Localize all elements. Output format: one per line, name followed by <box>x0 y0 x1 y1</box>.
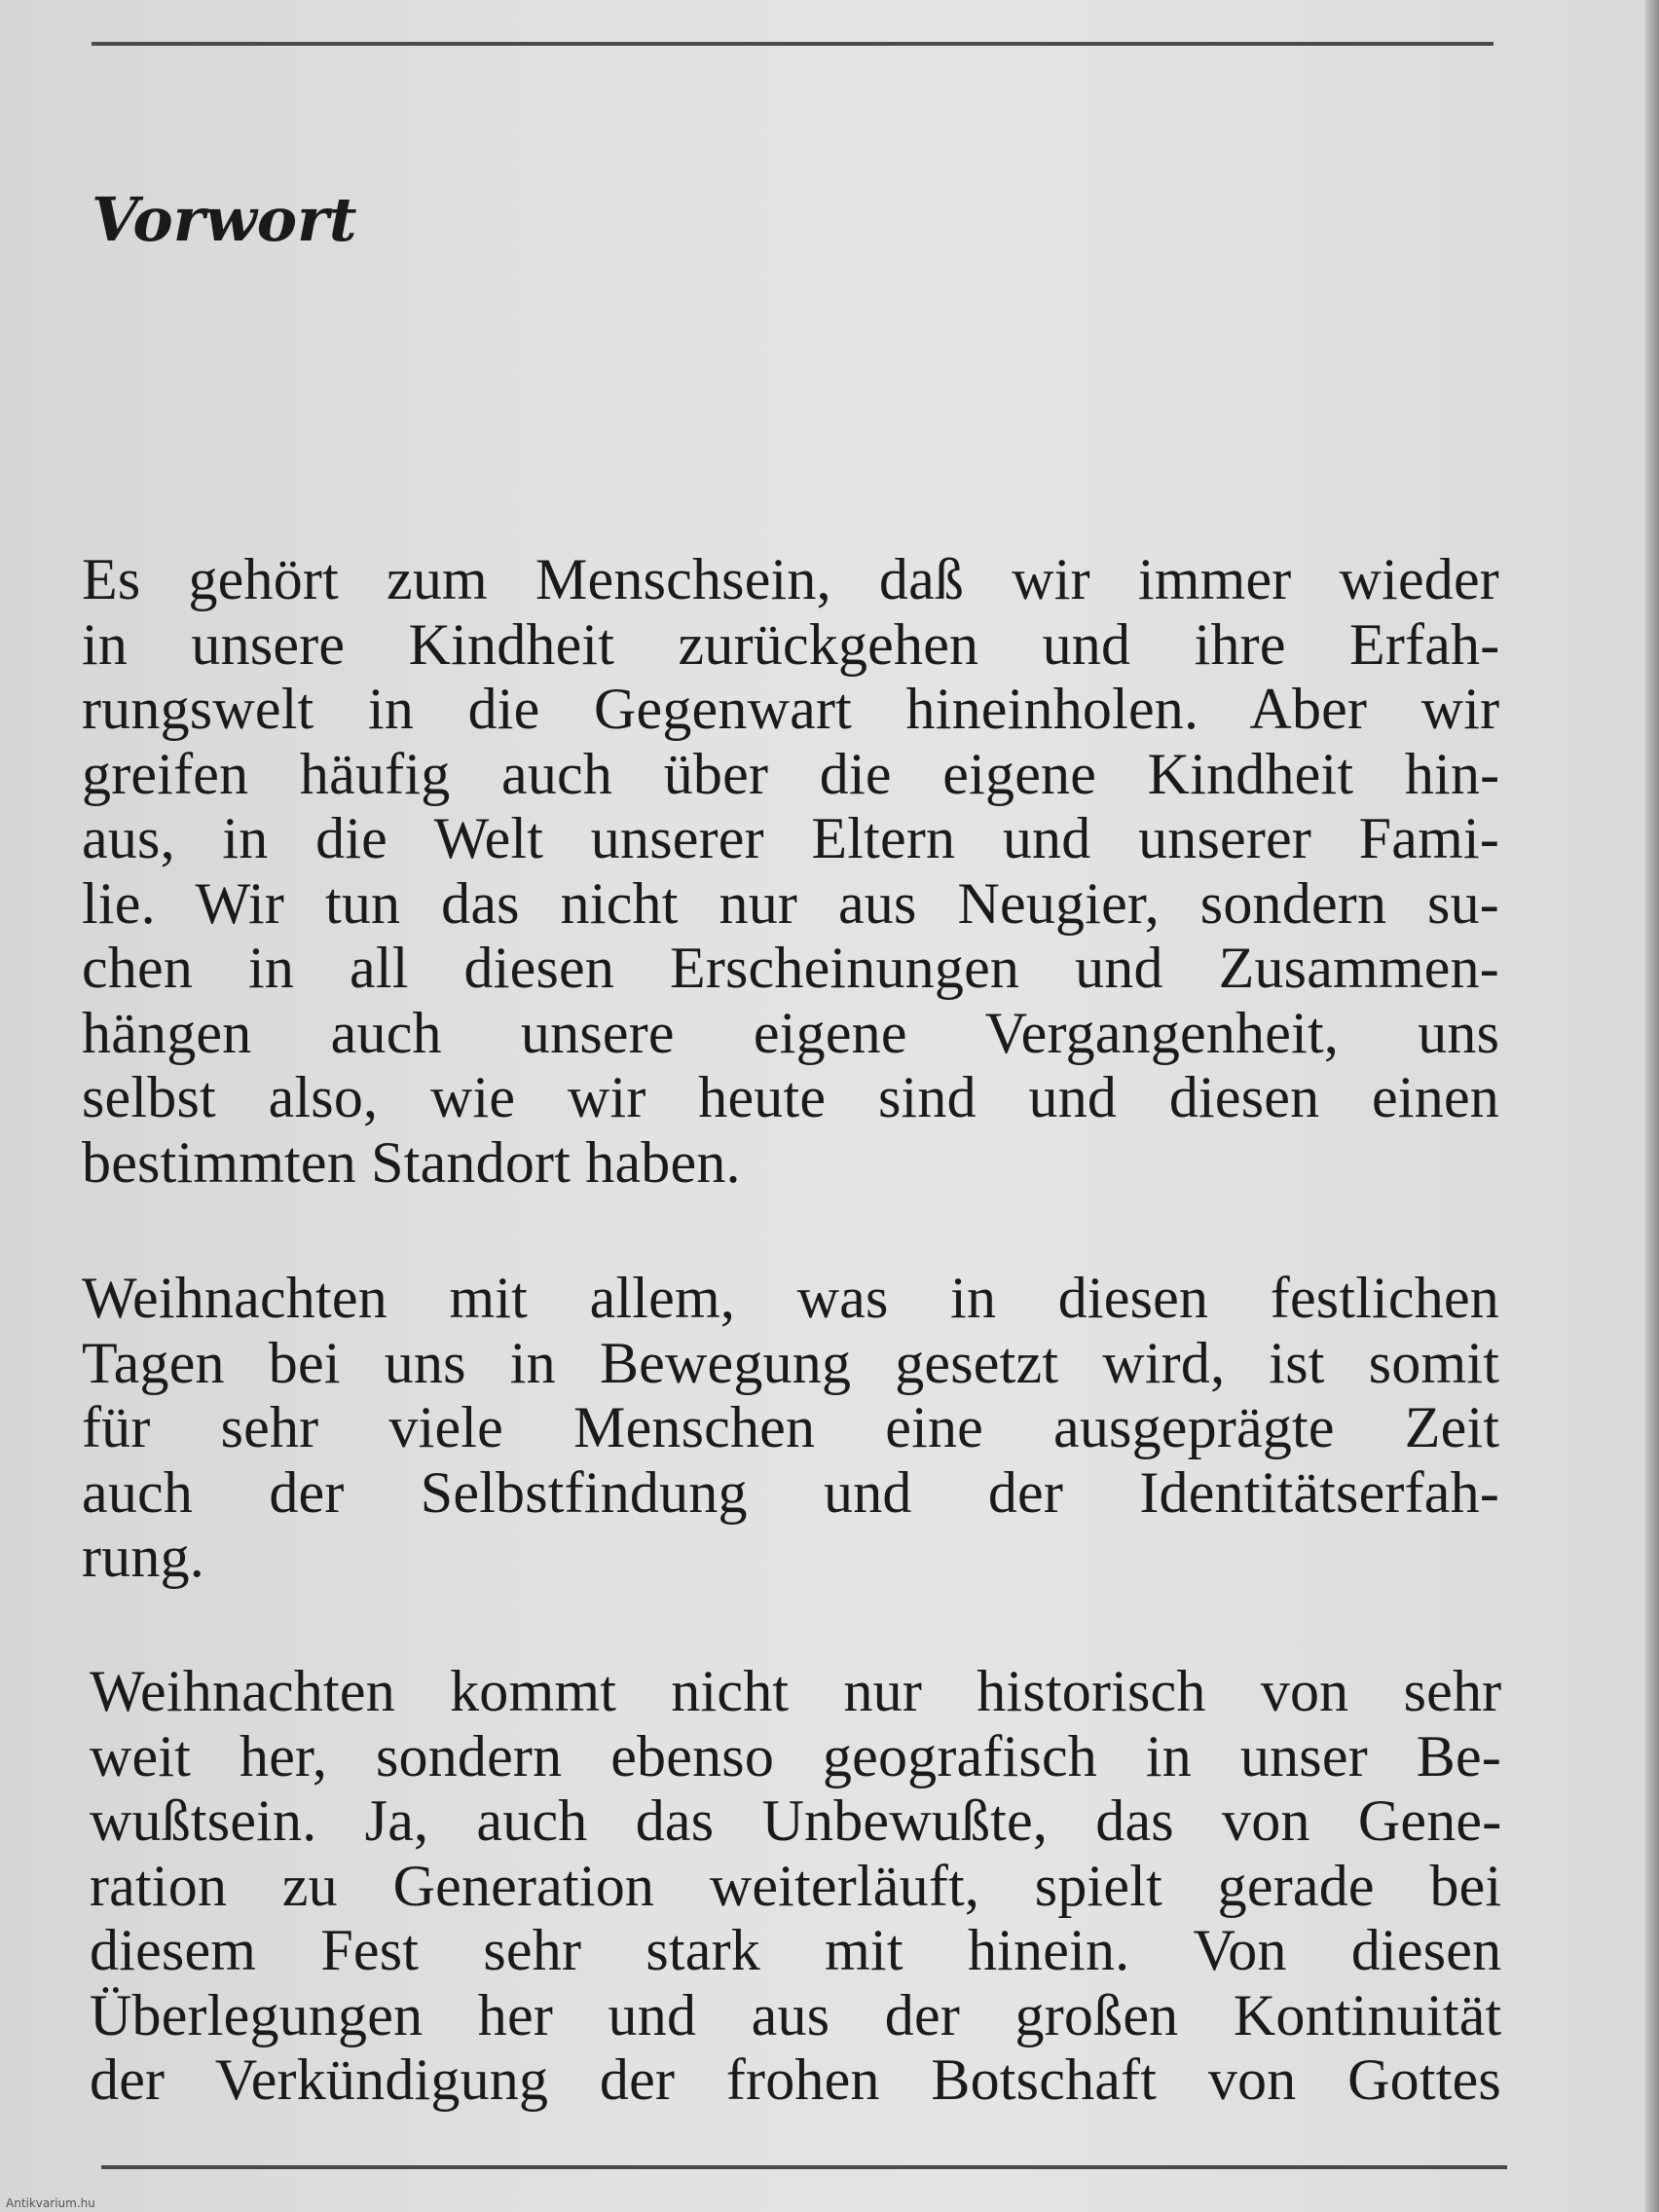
text-line: ration zu Generation weiterläuft, spielt gerade bei <box>90 1853 1502 1918</box>
text-line: selbst also, wie wir heute sind und diesen einen <box>82 1065 1499 1129</box>
paragraph-2 <box>82 1266 1499 1590</box>
text-line: wußtsein. Ja, auch das Unbewußte, das von Gene- <box>90 1788 1502 1853</box>
page-edge-shadow <box>1645 0 1659 2212</box>
paragraph-3 <box>90 1659 1501 2113</box>
paragraph-1 <box>82 547 1499 1195</box>
text-line: hängen auch unsere eigene Vergangenheit, uns <box>82 1000 1500 1065</box>
text-line: Es gehört zum Menschsein, daß wir immer wieder <box>82 547 1499 611</box>
text-line: lie. Wir tun das nicht nur aus Neugier, sondern su- <box>82 870 1499 936</box>
text-line: Überlegungen her und aus der großen Kontinuität <box>90 1982 1502 2047</box>
text-line: Tagen bei uns in Bewegung gesetzt wird, ist somit <box>82 1330 1500 1395</box>
top-rule <box>92 42 1493 46</box>
text-line: rung. <box>82 1525 204 1589</box>
text-line: aus, in die Welt unserer Eltern und unserer Fami- <box>82 806 1499 870</box>
text-line: für sehr viele Menschen eine ausgeprägte Zeit <box>82 1395 1500 1459</box>
text-line: Weihnachten mit allem, was in diesen festlichen <box>82 1266 1499 1330</box>
page-title: Vorwort <box>92 184 357 255</box>
text-line: der Verkündigung der frohen Botschaft von Gottes <box>90 2047 1501 2112</box>
text-line: diesem Fest sehr stark mit hinein. Von diesen <box>90 1918 1502 1982</box>
text-line: in unsere Kindheit zurückgehen und ihre Erfah- <box>82 611 1500 677</box>
bottom-rule <box>101 2165 1507 2169</box>
text-line: bestimmten Standort haben. <box>82 1129 741 1195</box>
text-line: greifen häufig auch über die eigene Kindheit hin- <box>82 741 1500 806</box>
text-line: Weihnachten kommt nicht nur historisch von sehr <box>90 1659 1502 1723</box>
watermark: Antikvarium.hu <box>6 2196 95 2210</box>
text-line: rungswelt in die Gegenwart hineinholen. Aber wir <box>82 677 1500 741</box>
text-line: chen in all diesen Erscheinungen und Zusammen- <box>82 936 1499 1000</box>
text-line: weit her, sondern ebenso geografisch in unser Be- <box>90 1723 1502 1788</box>
text-line: auch der Selbstfindung und der Identitätserfah- <box>82 1459 1499 1525</box>
